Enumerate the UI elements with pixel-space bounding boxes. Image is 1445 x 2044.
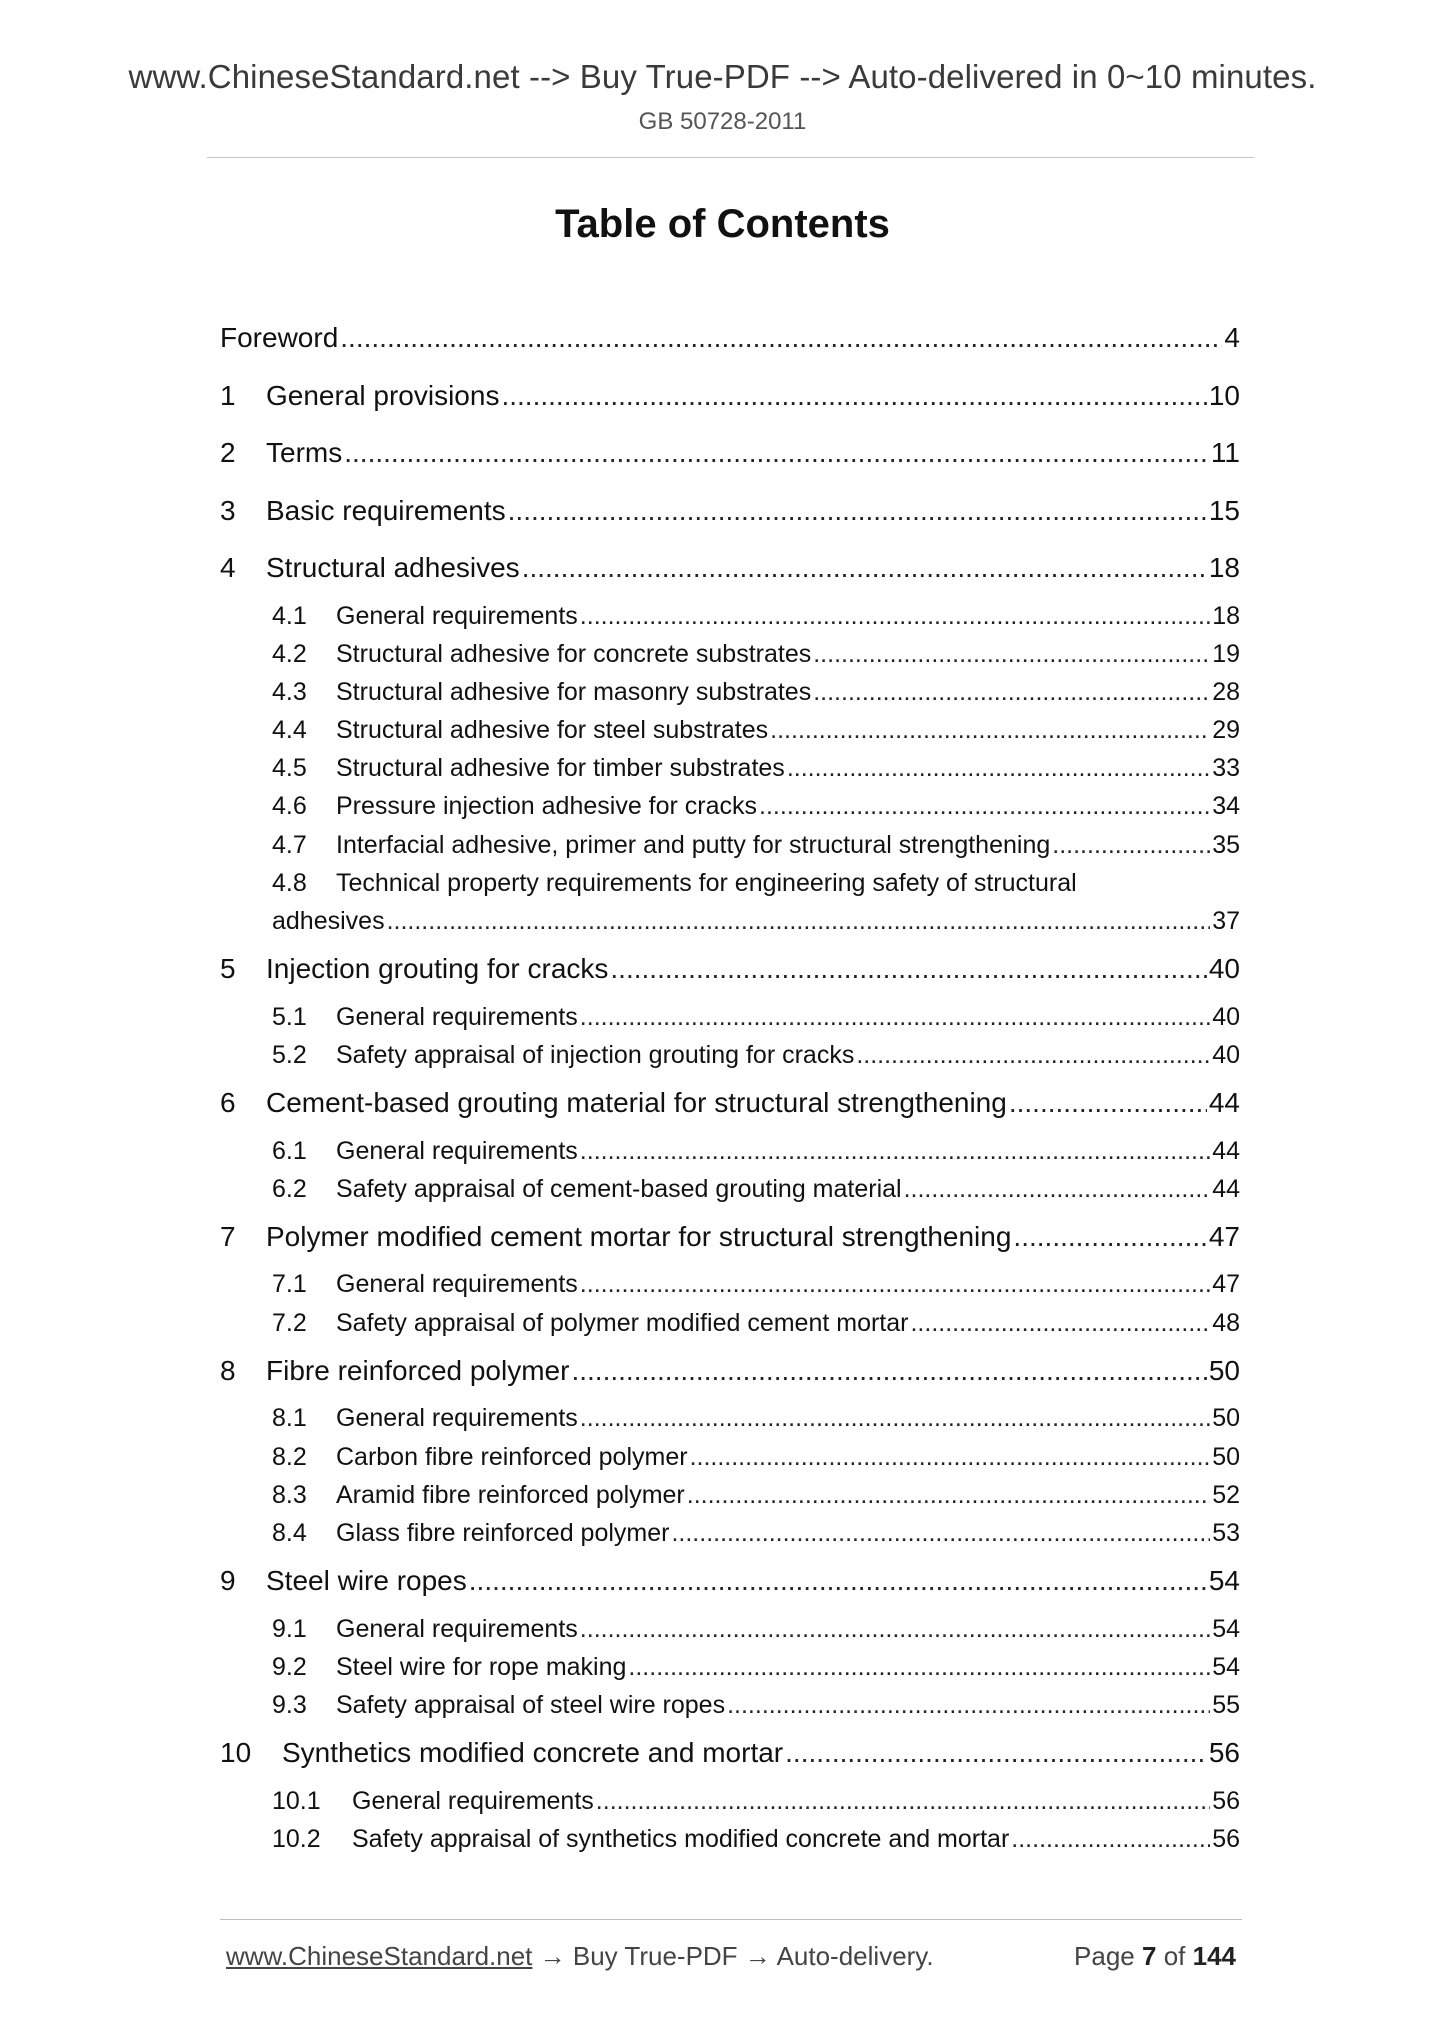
toc-page-number: 56	[1212, 1824, 1240, 1853]
toc-entry-number: 5.2	[272, 1040, 307, 1069]
toc-entry-number: 8.1	[272, 1404, 307, 1433]
toc-entry-4-3[interactable]	[220, 673, 1240, 711]
page-indicator	[1074, 1941, 1236, 1972]
toc-entry-1[interactable]	[220, 367, 1240, 425]
toc-entry-number: 9	[220, 1565, 236, 1597]
toc-page-number: 18	[1212, 601, 1240, 630]
toc-entry-4-7[interactable]	[220, 826, 1240, 864]
toc-page-number: 44	[1212, 1174, 1240, 1203]
toc-entry-text: Safety appraisal of polymer modified cement mortar	[336, 1308, 909, 1337]
toc-page-number: 4	[1224, 322, 1240, 353]
toc-entry-number: 5.1	[272, 1002, 307, 1031]
toc-entry-number: 8.2	[272, 1442, 307, 1471]
toc-entry-number: 4.1	[272, 601, 307, 630]
toc-leader-dots	[770, 711, 1210, 749]
toc-entry-number: 9.2	[272, 1652, 307, 1681]
toc-entry-text: Structural adhesive for timber substrates	[336, 754, 785, 783]
toc-entry-text: Basic requirements	[266, 494, 506, 526]
toc-leader-dots	[580, 1610, 1210, 1648]
toc-entry-number: 7.1	[272, 1270, 307, 1299]
toc-leader-dots	[628, 1648, 1210, 1686]
toc-entry-number: 1	[220, 379, 236, 411]
toc-leader-dots	[571, 1342, 1206, 1400]
toc-page-number: 54	[1212, 1614, 1240, 1643]
toc-page-number: 50	[1212, 1442, 1240, 1471]
toc-entry-number: 8.3	[272, 1480, 307, 1509]
toc-entry-number: 6.2	[272, 1174, 307, 1203]
toc-leader-dots	[1013, 1208, 1206, 1266]
toc-entry-5-1[interactable]	[220, 998, 1240, 1036]
footer-divider	[220, 1919, 1242, 1920]
toc-leader-dots	[580, 998, 1210, 1036]
toc-entry-text: Structural adhesive for steel substrates	[336, 716, 769, 745]
toc-entry-6-2[interactable]	[220, 1170, 1240, 1208]
toc-page-number: 34	[1212, 792, 1240, 821]
toc-leader-dots	[813, 673, 1210, 711]
toc-leader-dots	[690, 1438, 1211, 1476]
toc-entry-4-2[interactable]	[220, 635, 1240, 673]
toc-page-number: 18	[1208, 552, 1240, 583]
toc-entry-7[interactable]	[220, 1208, 1240, 1266]
toc-page-number: 52	[1212, 1480, 1240, 1509]
toc-page-number: 11	[1210, 437, 1240, 468]
toc-page-number: 40	[1212, 1002, 1240, 1031]
toc-entry-4[interactable]	[220, 539, 1240, 597]
toc-entry-text: General requirements	[336, 1404, 578, 1433]
toc-entry-number: 4.6	[272, 792, 307, 821]
toc-entry-6[interactable]	[220, 1074, 1240, 1132]
toc-leader-dots	[340, 309, 1222, 367]
footer	[226, 1941, 1236, 1972]
toc-entry-2[interactable]	[220, 424, 1240, 482]
page-of: of	[1156, 1941, 1193, 1971]
toc-entry-8[interactable]	[220, 1342, 1240, 1400]
toc-leader-dots	[580, 1399, 1210, 1437]
toc-entry-text: Fibre reinforced polymer	[266, 1354, 570, 1386]
toc-entry-9[interactable]	[220, 1552, 1240, 1610]
toc-page-number: 50	[1208, 1354, 1240, 1386]
toc-page-number: 44	[1208, 1087, 1240, 1119]
toc-page-number: 40	[1212, 1040, 1240, 1069]
toc-entry-text: Safety appraisal of injection grouting for cracks	[336, 1040, 855, 1069]
page-title: Table of Contents	[555, 202, 890, 246]
toc-leader-dots	[1009, 1074, 1207, 1132]
toc-page-number: 56	[1212, 1786, 1240, 1815]
toc-leader-dots	[1052, 826, 1210, 864]
toc-leader-dots	[580, 1132, 1210, 1170]
toc-entry-10[interactable]	[220, 1724, 1240, 1782]
toc-entry-10-2[interactable]	[220, 1820, 1240, 1858]
toc-entry-text: Structural adhesive for concrete substrates	[336, 639, 812, 668]
toc-entry-number: 7	[220, 1220, 236, 1252]
toc-entry-number: 10	[220, 1737, 252, 1769]
footer-site-link[interactable]: www.ChineseStandard.net	[226, 1941, 533, 1971]
toc-leader-dots	[610, 940, 1206, 998]
toc-entry-text: General requirements	[336, 1270, 578, 1299]
toc-entry-text: Polymer modified cement mortar for structural strengthening	[266, 1220, 1012, 1252]
toc-entry-7-2[interactable]	[220, 1304, 1240, 1342]
toc-entry-text-continued: adhesives	[272, 907, 385, 935]
toc-entry-text: Structural adhesives	[266, 552, 520, 583]
toc-entry-3[interactable]	[220, 482, 1240, 540]
toc-entry-text: General requirements	[336, 1002, 578, 1031]
toc-leader-dots	[759, 787, 1210, 825]
toc-entry-text: Safety appraisal of steel wire ropes	[336, 1690, 726, 1719]
toc-entry-4-5[interactable]	[220, 749, 1240, 787]
toc-page-number: 55	[1212, 1690, 1240, 1719]
toc-entry-number: 4.7	[272, 830, 307, 859]
toc-entry-foreword[interactable]	[220, 309, 1240, 367]
page-total: 144	[1192, 1941, 1236, 1971]
toc-entry-text: Steel wire ropes	[266, 1565, 467, 1597]
toc-entry-text: General requirements	[352, 1786, 594, 1815]
toc-entry-text: Aramid fibre reinforced polymer	[336, 1480, 685, 1509]
toc-entry-text: Carbon fibre reinforced polymer	[336, 1442, 688, 1471]
toc-entry-number: 4.5	[272, 754, 307, 783]
toc-entry-9-3[interactable]	[220, 1686, 1240, 1724]
toc-entry-text: Pressure injection adhesive for cracks	[336, 792, 758, 821]
toc-entry-text: Injection grouting for cracks	[266, 953, 609, 985]
toc-leader-dots	[785, 1724, 1207, 1782]
toc-page-number: 35	[1212, 830, 1240, 859]
toc-page-number: 29	[1212, 716, 1240, 745]
toc-page-number: 19	[1212, 639, 1240, 668]
toc-entry-number: 6.1	[272, 1136, 307, 1165]
toc-entry-text: Foreword	[220, 322, 339, 353]
toc-page-number: 10	[1208, 379, 1240, 411]
toc-page-number: 56	[1208, 1737, 1240, 1769]
toc-entry-8-3[interactable]	[220, 1476, 1240, 1514]
toc-entry-4-8[interactable]	[220, 864, 1240, 902]
toc-entry-number: 8	[220, 1354, 236, 1386]
toc-page-number: 15	[1208, 494, 1240, 526]
toc-page-number: 54	[1208, 1565, 1240, 1597]
toc-entry-text: General requirements	[336, 1614, 578, 1643]
toc-entry-number: 9.1	[272, 1614, 307, 1643]
footer-promo-text: → Buy True-PDF → Auto-delivery.	[532, 1941, 934, 1971]
toc-entry-text: General requirements	[336, 1136, 578, 1165]
toc-leader-dots	[580, 1265, 1210, 1303]
toc-entry-6-1[interactable]	[220, 1132, 1240, 1170]
toc-page-number: 28	[1212, 677, 1240, 706]
toc-entry-number: 7.2	[272, 1308, 307, 1337]
toc-entry-text: Safety appraisal of synthetics modified concrete and mortar	[352, 1824, 1010, 1853]
toc-entry-number: 10.1	[272, 1786, 321, 1815]
toc-entry-number: 10.2	[272, 1824, 321, 1853]
toc-leader-dots	[580, 597, 1210, 635]
toc-entry-5[interactable]	[220, 940, 1240, 998]
toc-page-number: 48	[1212, 1308, 1240, 1337]
toc-entry-4-1[interactable]	[220, 597, 1240, 635]
toc-entry-text: Steel wire for rope making	[336, 1652, 627, 1681]
toc-leader-dots	[910, 1304, 1210, 1342]
toc-leader-dots	[344, 424, 1209, 482]
toc-entry-text: Structural adhesive for masonry substrates	[336, 677, 812, 706]
toc-entry-number: 5	[220, 953, 236, 985]
toc-leader-dots	[813, 635, 1210, 673]
toc-entry-8-2[interactable]	[220, 1438, 1240, 1476]
toc-entry-4-6[interactable]	[220, 787, 1240, 825]
toc-entry-text: Synthetics modified concrete and mortar	[282, 1737, 784, 1769]
toc-entry-8-1[interactable]	[220, 1399, 1240, 1437]
standard-code: GB 50728-2011	[638, 108, 807, 135]
toc-entry-number: 4.3	[272, 677, 307, 706]
toc-entry-text: Terms	[266, 437, 343, 468]
toc-leader-dots	[1011, 1820, 1210, 1858]
toc-entry-text: Interfacial adhesive, primer and putty for structural strengthening	[336, 830, 1051, 859]
toc-entry-number: 3	[220, 494, 236, 526]
table-of-contents	[220, 309, 1240, 1858]
page-current: 7	[1142, 1941, 1157, 1971]
toc-leader-dots	[387, 902, 1211, 940]
toc-page-number: 47	[1212, 1270, 1240, 1299]
page-word: Page	[1074, 1941, 1142, 1971]
toc-leader-dots	[508, 482, 1207, 540]
header-site-line: www.ChineseStandard.net --> Buy True-PDF --> Auto-delivered in 0~10 minutes.	[128, 58, 1317, 95]
toc-page-number: 47	[1208, 1220, 1240, 1252]
toc-page-number: 33	[1212, 754, 1240, 783]
toc-entry-7-1[interactable]	[220, 1265, 1240, 1303]
toc-page-number: 53	[1212, 1518, 1240, 1547]
toc-entry-number: 4	[220, 552, 236, 583]
toc-leader-dots	[671, 1514, 1210, 1552]
toc-page-number: 50	[1212, 1404, 1240, 1433]
toc-leader-dots	[787, 749, 1210, 787]
toc-entry-9-2[interactable]	[220, 1648, 1240, 1686]
toc-leader-dots	[522, 539, 1207, 597]
toc-entry-4-4[interactable]	[220, 711, 1240, 749]
toc-leader-dots	[469, 1552, 1207, 1610]
toc-entry-number: 6	[220, 1087, 236, 1119]
toc-entry-9-1[interactable]	[220, 1610, 1240, 1648]
toc-entry-text: Technical property requirements for engineering safety of structural	[336, 868, 1077, 897]
toc-leader-dots	[727, 1686, 1210, 1724]
toc-entry-text: General provisions	[266, 379, 500, 411]
toc-entry-10-1[interactable]	[220, 1782, 1240, 1820]
toc-entry-number: 2	[220, 437, 236, 468]
toc-leader-dots	[596, 1782, 1210, 1820]
toc-entry-text: Glass fibre reinforced polymer	[336, 1518, 670, 1547]
toc-entry-4-8-continued[interactable]	[220, 902, 1240, 940]
header-divider	[207, 157, 1254, 158]
toc-leader-dots	[904, 1170, 1211, 1208]
toc-entry-number: 4.8	[272, 868, 307, 897]
toc-leader-dots	[856, 1036, 1210, 1074]
toc-leader-dots	[501, 367, 1206, 425]
toc-entry-number: 4.4	[272, 716, 307, 745]
toc-entry-number: 9.3	[272, 1690, 307, 1719]
toc-page-number: 44	[1212, 1136, 1240, 1165]
toc-entry-number: 8.4	[272, 1518, 307, 1547]
toc-entry-text: Safety appraisal of cement-based grouting material	[336, 1174, 902, 1203]
toc-entry-5-2[interactable]	[220, 1036, 1240, 1074]
toc-page-number: 54	[1212, 1652, 1240, 1681]
toc-entry-text: Cement-based grouting material for structural strengthening	[266, 1087, 1007, 1119]
toc-page-number: 37	[1212, 907, 1240, 935]
toc-entry-8-4[interactable]	[220, 1514, 1240, 1552]
toc-leader-dots	[687, 1476, 1210, 1514]
toc-entry-text: General requirements	[336, 601, 578, 630]
toc-entry-number: 4.2	[272, 639, 307, 668]
toc-page-number: 40	[1208, 953, 1240, 985]
